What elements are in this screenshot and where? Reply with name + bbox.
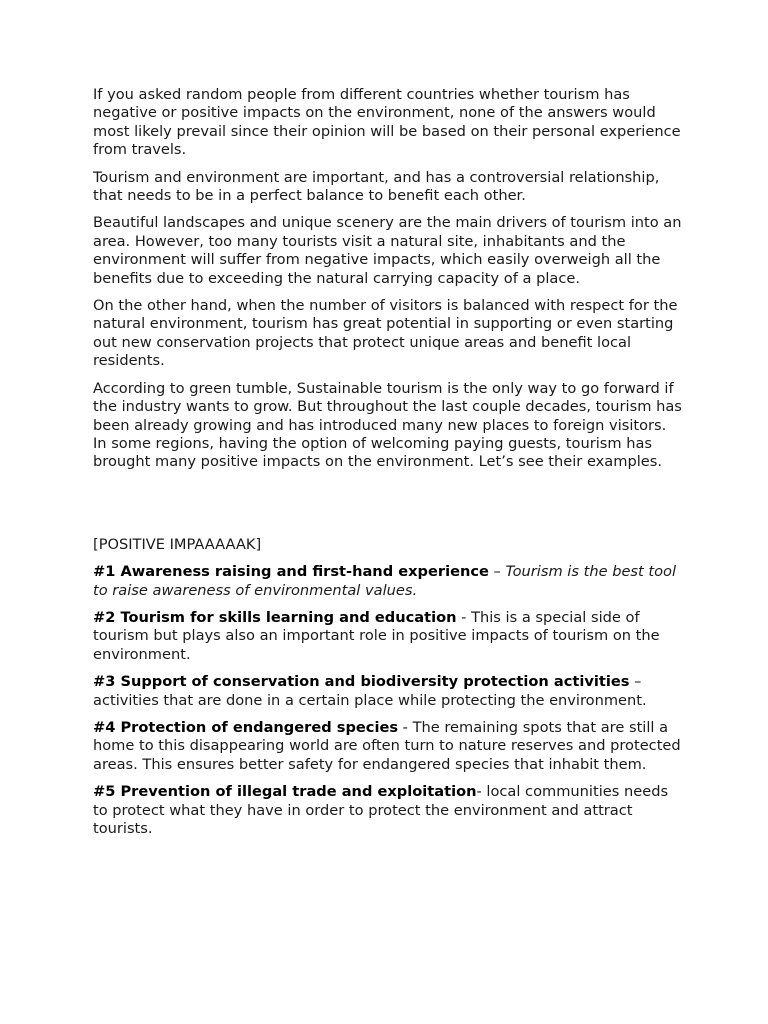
impact-title-1: #1 Awareness raising and first-hand experience (93, 563, 489, 581)
impact-item-2 (93, 609, 683, 664)
impact-description-5: local communities needs to protect what they have in order to protect the environment and attract tourists. (93, 783, 669, 837)
impact-description-4: The remaining spots that are still a home to this disappearing world are often turn to nature reserves and protected areas. This ensures better safety for endangered species that inhabit them. (93, 718, 681, 773)
impact-description-1: Tourism is the best tool to raise awareness of environmental values. (93, 563, 677, 599)
impact-description-2: This is a special side of tourism but plays also an important role in positive impacts of tourism on the environment. (93, 608, 660, 663)
impact-separator-2: - (456, 608, 472, 626)
spacer (93, 481, 683, 536)
intro-paragraph-5: According to green tumble, Sustainable tourism is the only way to go forward if the industry wants to grow. But throughout the last couple decades, tourism has been already growing and has introduced many new places to foreign visitors. In some regions, having the option of welcoming paying guests, tourism has brought many positive impacts on the environment. Let’s see their examples. (93, 379, 682, 471)
impact-title-3: #3 Support of conservation and biodiversity protection activities (93, 673, 630, 691)
impact-separator-5: - (476, 783, 487, 801)
impact-separator-4: - (398, 718, 413, 736)
intro-paragraph-3: Beautiful landscapes and unique scenery are the main drivers of tourism into an area. However, too many tourists visit a natural site, inhabitants and the environment will suffer from negative impacts, which easily overweigh all the benefits due to exceeding the natural carrying capacity of a place. (93, 214, 682, 287)
document-page (93, 86, 683, 847)
impact-title-4: #4 Protection of endangered species (93, 718, 399, 736)
impact-separator-1: – (488, 563, 506, 581)
impact-item-4 (93, 719, 683, 774)
impact-title-5: #5 Prevention of illegal trade and exploitation (93, 783, 477, 801)
impact-title-2: #2 Tourism for skills learning and education (93, 608, 457, 626)
intro-paragraph-4: On the other hand, when the number of visitors is balanced with respect for the natural environment, tourism has great potential in supporting or even starting out new conservation projects that protect unique areas and benefit local residents. (93, 297, 678, 370)
section-heading: [POSITIVE IMPAAAAAK] (93, 535, 262, 553)
impact-item-3 (93, 673, 683, 710)
impact-description-3: activities that are done in a certain place while protecting the environment. (93, 691, 647, 709)
impact-separator-3: – (629, 673, 642, 691)
impact-item-5 (93, 783, 683, 838)
intro-paragraph-1: If you asked random people from different countries whether tourism has negative or positive impacts on the environment, none of the answers would most likely prevail since their opinion will be based on their personal experience from travels. (93, 86, 681, 159)
intro-paragraph-2: Tourism and environment are important, and has a controversial relationship, that needs to be in a perfect balance to benefit each other. (93, 168, 660, 205)
impact-item-1 (93, 563, 683, 600)
